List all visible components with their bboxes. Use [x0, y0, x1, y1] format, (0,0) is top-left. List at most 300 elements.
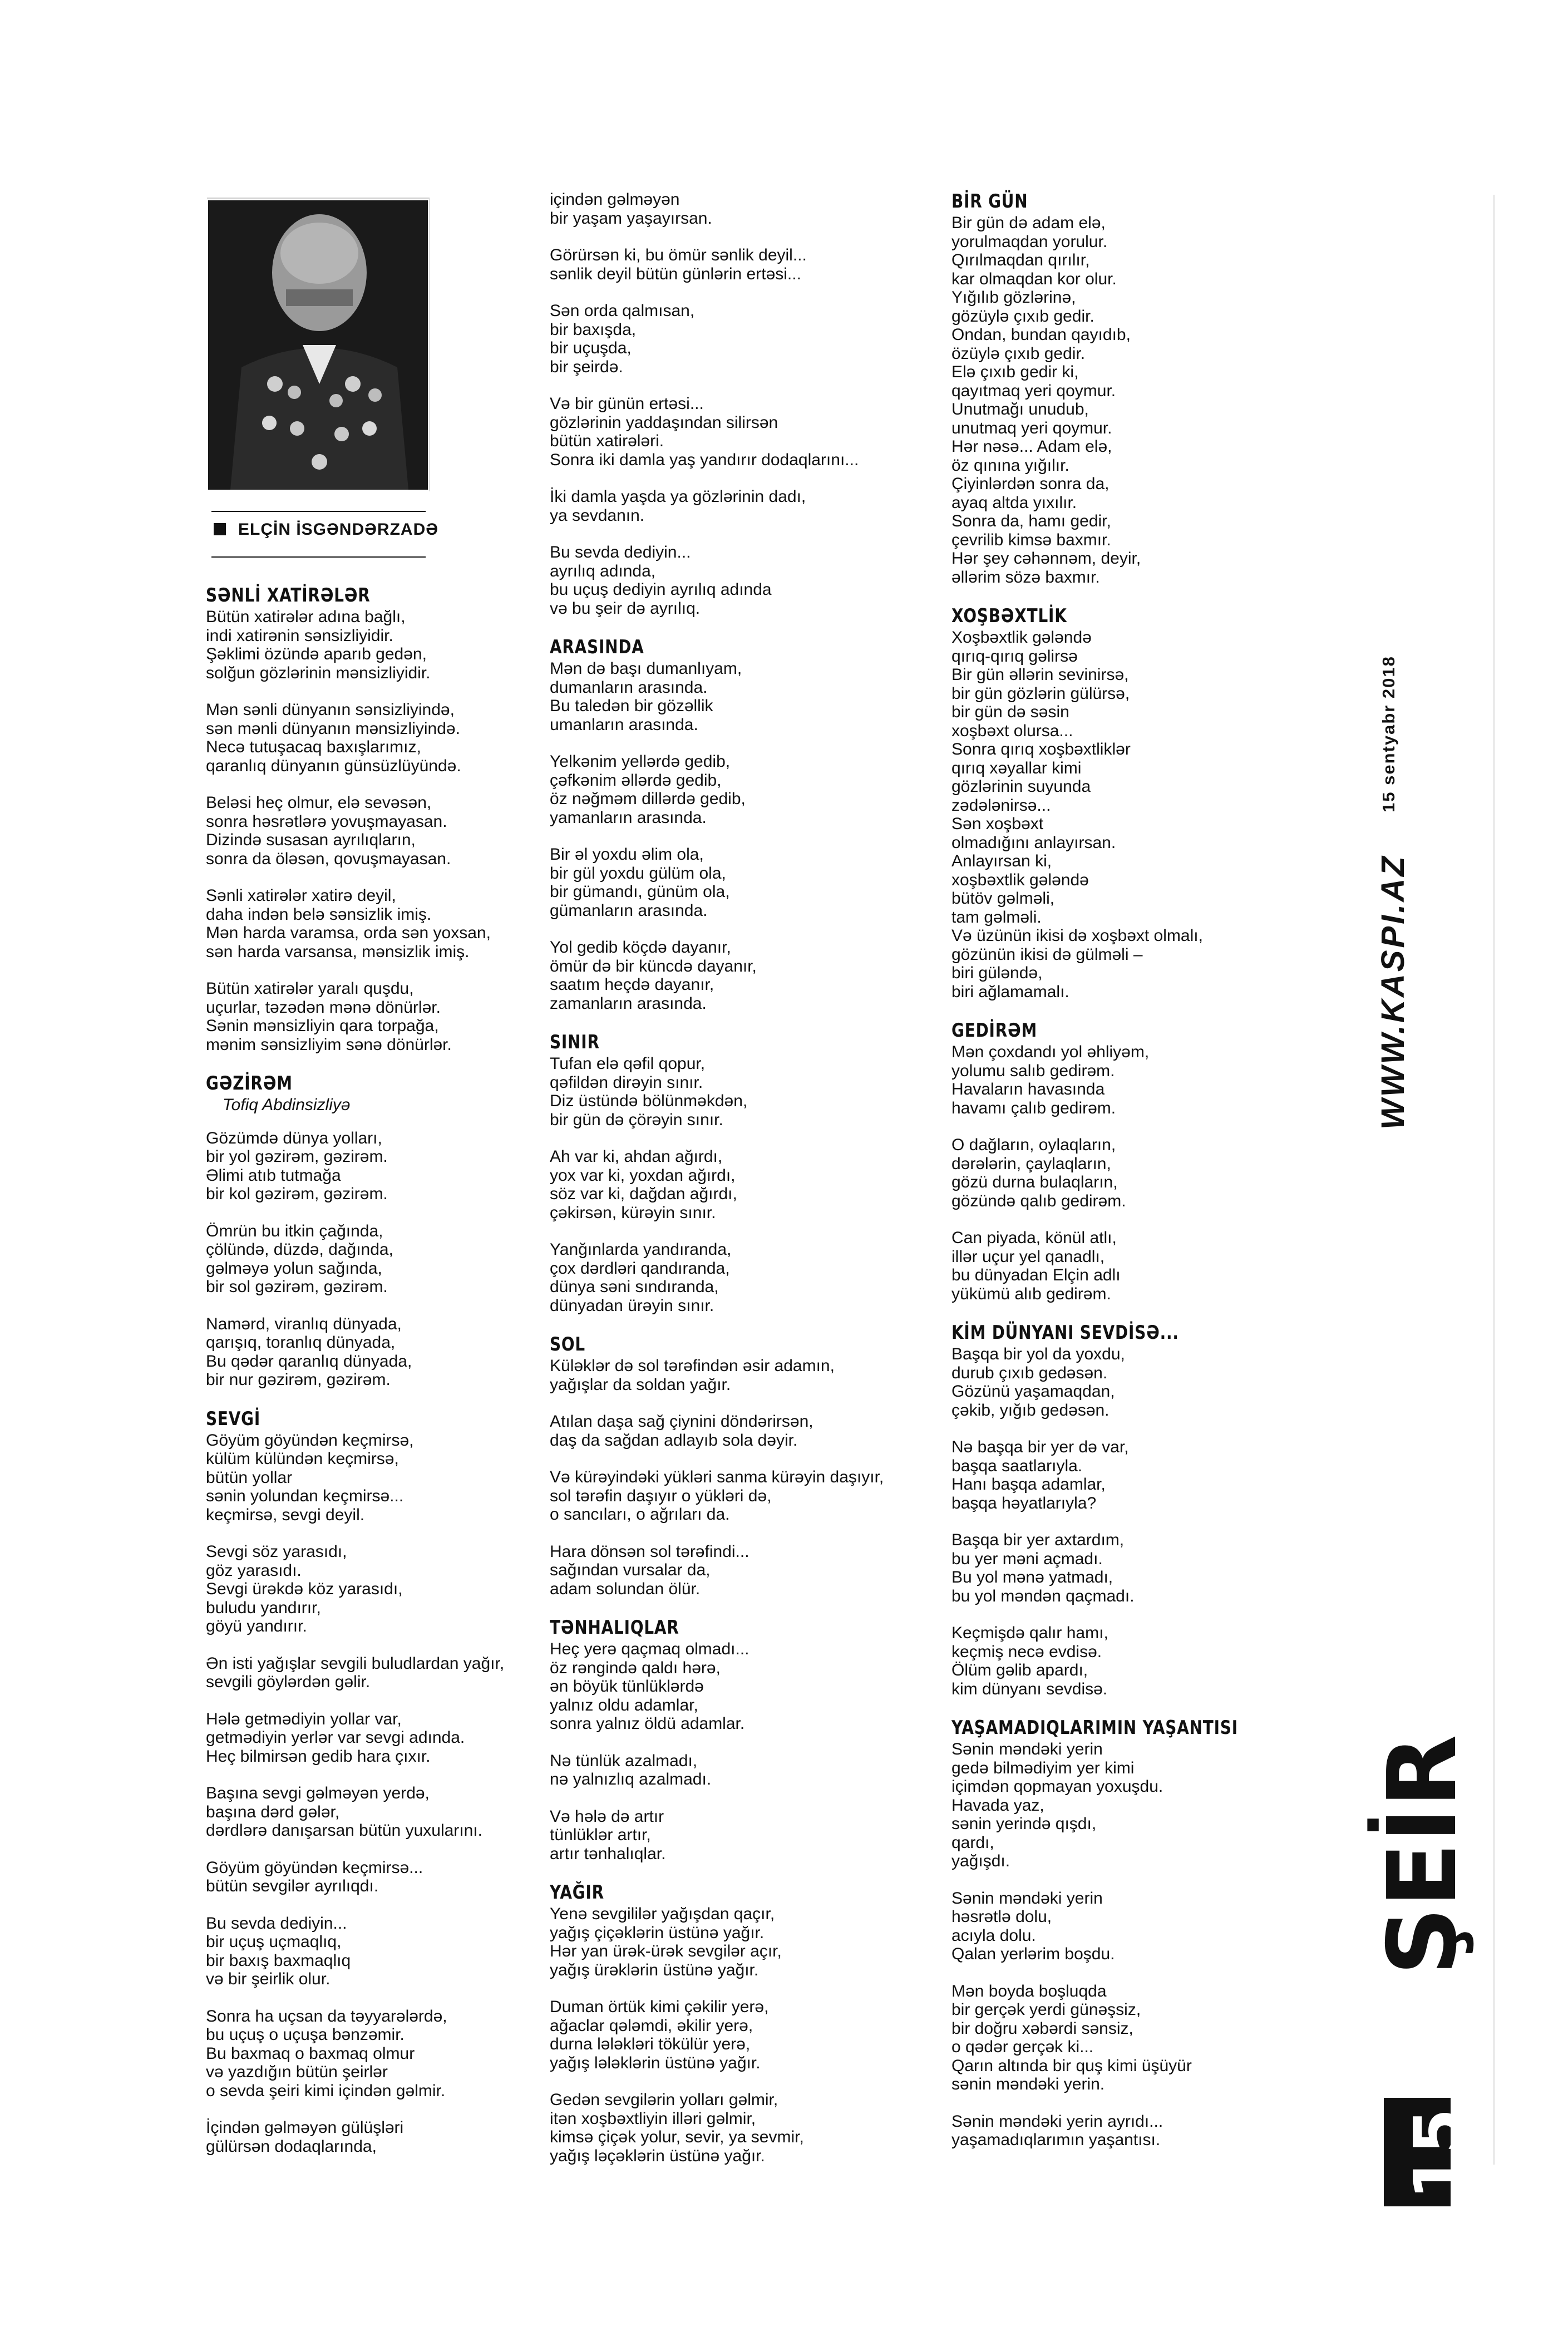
- verse-line: sevgili göylərdən gəlir.: [206, 1673, 371, 1691]
- verse-line: yağış çiçəklərin üstünə yağır.: [550, 1923, 765, 1942]
- stanza: [550, 190, 928, 228]
- stanza: [550, 1147, 928, 1222]
- verse-line: qırıq-qırıq gəlirsə: [951, 647, 1078, 666]
- verse-line: gözlərinin suyunda: [951, 777, 1091, 796]
- verse-line: Hər yan ürək-ürək sevgilər açır,: [550, 1942, 782, 1960]
- verse-line: sənlik deyil bütün günlərin ertəsi...: [550, 264, 801, 283]
- stanza: [550, 302, 928, 376]
- stanza: [550, 845, 928, 920]
- verse-line: Sənin məndəki yerin ayrıdı...: [951, 2112, 1163, 2131]
- verse-line: dərələrin, çaylaqların,: [951, 1154, 1111, 1173]
- verse-line: yağışdı.: [951, 1852, 1010, 1870]
- stanza: [550, 1905, 928, 1979]
- verse-line: Dizində susasan ayrılıqların,: [206, 831, 416, 849]
- verse-line: çölündə, düzdə, dağında,: [206, 1240, 393, 1259]
- verse-line: bir nur gəzirəm, gəzirəm.: [206, 1371, 391, 1389]
- verse-line: zədələnirsə...: [951, 796, 1051, 815]
- stanza: [550, 1640, 928, 1733]
- verse-line: Hara dönsən sol tərəfindi...: [550, 1542, 750, 1561]
- author-rule-top: [211, 511, 426, 512]
- verse-line: bütün sevgilər ayrılıqdı.: [206, 1877, 379, 1895]
- verse-line: gedə bilmədiyim yer kimi: [951, 1758, 1135, 1777]
- verse-line: dünyadan ürəyin sınır.: [550, 1296, 714, 1315]
- verse-line: başqa saatlarıyla.: [951, 1456, 1083, 1475]
- verse-line: artır tənhalıqlar.: [550, 1844, 666, 1863]
- verse-line: ağaclar qələmdi, əkilir yerə,: [550, 2016, 753, 2035]
- verse-line: Hər şey cəhənnəm, deyir,: [951, 549, 1141, 568]
- verse-line: gözünün ikisi də gülməli –: [951, 945, 1143, 964]
- verse-line: Küləklər də sol tərəfindən əsir adamın,: [550, 1357, 835, 1375]
- verse-line: başına dərd gələr,: [206, 1802, 340, 1821]
- verse-line: xoşbəxtlik gələndə: [951, 870, 1089, 889]
- verse-line: Çiyinlərdən sonra da,: [951, 475, 1110, 493]
- verse-line: zamanların arasında.: [550, 994, 707, 1013]
- verse-line: daş da sağdan adlayıb sola dəyir.: [550, 1431, 798, 1450]
- stanza: [550, 1542, 928, 1599]
- verse-line: bir gümandı, günüm ola,: [550, 883, 730, 901]
- stanza: [550, 543, 928, 618]
- stanza: [206, 1710, 551, 1766]
- stanza: [206, 1315, 551, 1389]
- verse-line: yorulmaqdan yorulur.: [951, 232, 1108, 251]
- stanza: [951, 1345, 1352, 1420]
- verse-line: Mən də başı dumanlıyam,: [550, 659, 742, 678]
- verse-line: sənin məndəki yerin.: [951, 2075, 1105, 2093]
- verse-line: bu uçuş dediyin ayrılıq adında: [550, 580, 772, 599]
- verse-line: sən harda varsansa, mənsizlik imiş.: [206, 942, 470, 961]
- verse-line: kar olmaqdan kor olur.: [951, 269, 1117, 288]
- verse-line: Yelkənim yellərdə gedib,: [550, 752, 731, 771]
- verse-line: buludu yandırır,: [206, 1598, 321, 1617]
- verse-line: Bu sevda dediyin...: [206, 1914, 347, 1933]
- verse-line: Ondan, bundan qayıdıb,: [951, 326, 1131, 344]
- author-name-text: ELÇİN İSGƏNDƏRZADƏ: [238, 520, 439, 539]
- verse-line: Yanğınlarda yandıranda,: [550, 1240, 732, 1259]
- poem: [550, 1881, 928, 2165]
- verse-line: dərdlərə danışarsan bütün yuxularını.: [206, 1821, 482, 1840]
- verse-line: qardı,: [951, 1833, 994, 1852]
- verse-line: Sevgi söz yarasıdı,: [206, 1542, 347, 1561]
- poem-title: SEVGİ: [206, 1407, 261, 1430]
- stanza: [951, 214, 1352, 587]
- stanza: [206, 2118, 551, 2156]
- stanza: [206, 886, 551, 961]
- verse-line: Və kürəyindəki yükləri sanma kürəyin daşıyır,: [550, 1468, 884, 1486]
- verse-line: bir gün də çörəyin sınır.: [550, 1110, 723, 1129]
- verse-line: və bu şeir də ayrılıq.: [550, 599, 701, 618]
- verse-line: unutmaq yeri qoymur.: [951, 418, 1112, 437]
- stanza: [550, 1240, 928, 1315]
- verse-line: sağından vursalar da,: [550, 1561, 711, 1579]
- stanza: [550, 938, 928, 1013]
- verse-line: Bir gün əllərin sevinirsə,: [951, 666, 1129, 684]
- poem-title: YAŞAMADIQLARIMIN YAŞANTISI: [951, 1717, 1238, 1739]
- verse-line: yükümü alıb gedirəm.: [951, 1284, 1111, 1303]
- verse-line: yağışlar da soldan yağır.: [550, 1375, 731, 1394]
- stanza: [550, 1998, 928, 2072]
- verse-line: olmadığını anlayırsan.: [951, 833, 1116, 852]
- verse-line: illər uçur yel qanadlı,: [951, 1247, 1105, 1266]
- verse-line: indi xatirənin sənsizliyidir.: [206, 626, 393, 645]
- poem-title: GƏZİRƏM: [206, 1072, 293, 1095]
- verse-line: Elə çıxıb gedir ki,: [951, 363, 1079, 381]
- poem: [550, 190, 928, 618]
- verse-line: öz nəğməm dillərdə gedib,: [550, 790, 746, 808]
- verse-line: Mən sənli dünyanın sənsizliyində,: [206, 701, 455, 719]
- verse-line: yalnız oldu adamlar,: [550, 1696, 698, 1714]
- verse-line: dumanların arasında.: [550, 678, 708, 697]
- verse-line: bir gün gözlərin gülürsə,: [951, 684, 1130, 703]
- verse-line: bu dünyadan Elçin adlı: [951, 1266, 1121, 1284]
- verse-line: gözündə qalıb gedirəm.: [951, 1191, 1126, 1210]
- verse-line: göz yarasıdı.: [206, 1561, 302, 1580]
- verse-line: bütöv gəlməli,: [951, 889, 1055, 908]
- stanza: [206, 2007, 551, 2101]
- verse-line: öz qınına yığılır.: [951, 456, 1069, 475]
- verse-line: Xoşbəxtlik gələndə: [951, 628, 1092, 647]
- photo-frame-top: [207, 198, 430, 199]
- verse-line: sənin yolundan keçmirsə...: [206, 1487, 404, 1505]
- stanza: [550, 246, 928, 283]
- stanza: [206, 1914, 551, 1989]
- verse-line: içimdən qopmayan yoxuşdu.: [951, 1777, 1163, 1796]
- verse-line: bir baxışda,: [550, 320, 637, 339]
- verse-line: Heç yerə qaçmaq olmadı...: [550, 1640, 750, 1658]
- verse-line: Nə tünlük azalmadı,: [550, 1751, 698, 1770]
- verse-line: qəfildən dirəyin sınır.: [550, 1073, 703, 1092]
- verse-line: daha indən belə sənsizlik imiş.: [206, 905, 432, 924]
- poem-title: GEDİRƏM: [951, 1019, 1038, 1042]
- stanza: [206, 794, 551, 868]
- poem: [951, 605, 1352, 1001]
- verse-line: Diz üstündə bölünməkdən,: [550, 1092, 748, 1110]
- stanza: [206, 1542, 551, 1636]
- verse-line: sənin yerində qışdı,: [951, 1815, 1097, 1833]
- stanza: [951, 1624, 1352, 1698]
- verse-line: bir yol gəzirəm, gəzirəm.: [206, 1147, 388, 1166]
- verse-line: sonra həsrətlərə yovuşmayasan.: [206, 812, 447, 831]
- verse-line: uçurlar, təzədən mənə dönürlər.: [206, 998, 441, 1017]
- verse-line: Bu yol mənə yatmadı,: [951, 1568, 1113, 1586]
- poem: [550, 636, 928, 1013]
- verse-line: ayrılıq adında,: [550, 561, 656, 580]
- verse-line: Nə başqa bir yer də var,: [951, 1438, 1129, 1456]
- verse-line: Gedən sevgilərin yolları gəlmir,: [550, 2091, 778, 2109]
- poem: [951, 1019, 1352, 1303]
- verse-line: bir kol gəzirəm, gəzirəm.: [206, 1185, 388, 1203]
- verse-line: sən mənli dünyanın mənsizliyində.: [206, 719, 460, 738]
- verse-line: Bu baxmaq o baxmaq olmur: [206, 2044, 415, 2063]
- stanza: [206, 1431, 551, 1525]
- verse-line: Sonra iki damla yaş yandırır dodaqlarını...: [550, 450, 859, 469]
- verse-line: yağış ləçəklərin üstünə yağır.: [550, 2146, 765, 2165]
- verse-line: bu yer məni açmadı.: [951, 1549, 1103, 1568]
- verse-line: Duman örtük kimi çəkilir yerə,: [550, 1998, 769, 2016]
- stanza: [550, 1468, 928, 1524]
- verse-line: bir gün də səsin: [951, 703, 1069, 721]
- poem: [206, 584, 551, 1054]
- column-3: [951, 190, 1352, 2168]
- stanza: [206, 1859, 551, 1896]
- verse-line: Sonra da, hamı gedir,: [951, 512, 1111, 530]
- verse-line: bir şeirdə.: [550, 357, 623, 376]
- verse-line: göyü yandırır.: [206, 1617, 307, 1635]
- verse-line: qaranlıq dünyanın günsüzlüyündə.: [206, 756, 461, 775]
- verse-line: Bu taledən bir gözəllik: [550, 697, 713, 715]
- verse-line: ən böyük tünlüklərdə: [550, 1677, 704, 1696]
- verse-line: Mən harda varamsa, orda sən yoxsan,: [206, 924, 491, 942]
- verse-line: yamanların arasında.: [550, 808, 707, 827]
- verse-line: Qarın altında bir quş kimi üşüyür: [951, 2056, 1192, 2075]
- verse-line: Göyüm göyündən keçmirsə...: [206, 1858, 423, 1877]
- verse-line: bu yol məndən qaçmadı.: [951, 1586, 1135, 1605]
- verse-line: Və hələ də artır: [550, 1807, 664, 1826]
- verse-line: İki damla yaşda ya gözlərinin dadı,: [550, 487, 806, 506]
- verse-line: Ömrün bu itkin çağında,: [206, 1221, 383, 1240]
- verse-line: kimsə çiçək yolur, sevir, ya sevmir,: [550, 2128, 804, 2146]
- verse-line: Qırılmaqdan qırılır,: [951, 251, 1090, 269]
- stanza: [550, 1054, 928, 1129]
- verse-line: bütün yollar: [206, 1468, 293, 1487]
- verse-line: və yazdığın bütün şeirlər: [206, 2063, 388, 2081]
- stanza: [951, 1531, 1352, 1605]
- verse-line: külüm külündən keçmirsə,: [206, 1450, 399, 1468]
- verse-line: Atılan daşa sağ çiynini döndərirsən,: [550, 1412, 813, 1431]
- verse-line: gəlməyə yolun sağında,: [206, 1259, 382, 1278]
- verse-line: yox var ki, yoxdan ağırdı,: [550, 1166, 736, 1185]
- verse-line: Mən çoxdandı yol əhliyəm,: [951, 1043, 1150, 1061]
- verse-line: Beləsi heç olmur, elə sevəsən,: [206, 794, 432, 812]
- verse-line: nə yalnızlıq azalmadı.: [550, 1770, 712, 1788]
- verse-line: Gözünü yaşamaqdan,: [951, 1382, 1115, 1401]
- stanza: [206, 1222, 551, 1297]
- poem: [951, 1717, 1352, 2150]
- verse-line: biri güləndə,: [951, 964, 1043, 982]
- stanza: [951, 1136, 1352, 1210]
- stanza: [550, 487, 928, 525]
- verse-line: keçmiş necə evdisə.: [951, 1642, 1102, 1661]
- verse-line: solğun gözlərinin mənsizliyidir.: [206, 663, 431, 682]
- verse-line: kim dünyanı sevdisə.: [951, 1679, 1108, 1698]
- stanza: [951, 628, 1352, 1001]
- stanza: [951, 1740, 1352, 1871]
- poem-title: BİR GÜN: [951, 190, 1028, 213]
- verse-line: bir uçuşda,: [550, 339, 632, 357]
- stanza: [550, 1357, 928, 1394]
- verse-line: itən xoşbəxtliyin illəri gəlmir,: [550, 2109, 756, 2128]
- stanza: [550, 395, 928, 469]
- verse-line: öz rəngində qaldı hərə,: [550, 1658, 721, 1677]
- verse-line: Heç bilmirsən gedib hara çıxır.: [206, 1747, 431, 1766]
- verse-line: dünya səni sındıranda,: [550, 1278, 719, 1296]
- verse-line: Bütün xatirələr adına bağlı,: [206, 608, 406, 626]
- stanza: [206, 1784, 551, 1840]
- stanza: [550, 752, 928, 827]
- verse-line: Gözümdə dünya yolları,: [206, 1128, 382, 1147]
- verse-line: Başına sevgi gəlməyən yerdə,: [206, 1784, 430, 1802]
- verse-line: özüylə çıxıb gedir.: [951, 344, 1086, 363]
- verse-line: sonra da öləsən, qovuşmayasan.: [206, 849, 451, 868]
- stanza: [951, 1982, 1352, 2094]
- verse-line: ömür də bir küncdə dayanır,: [550, 957, 757, 975]
- column-2: [550, 190, 928, 2184]
- verse-line: qırıq xəyallar kimi: [951, 758, 1082, 777]
- verse-line: həsrətlə dolu,: [951, 1908, 1052, 1926]
- poem-title: XOŞBƏXTLİK: [951, 605, 1067, 627]
- verse-line: havamı çalıb gedirəm.: [951, 1098, 1116, 1117]
- verse-line: qarışıq, toranlıq dünyada,: [206, 1333, 396, 1352]
- verse-line: çəkib, yığıb gedəsən.: [951, 1401, 1110, 1420]
- verse-line: bir sol gəzirəm, gəzirəm.: [206, 1278, 388, 1296]
- verse-line: gözüylə çıxıb gedir.: [951, 307, 1094, 326]
- verse-line: gözlərinin yaddaşından silirsən: [550, 413, 778, 432]
- verse-line: Ölüm gəlib apardı,: [951, 1661, 1088, 1679]
- verse-line: tam gəlməli.: [951, 908, 1042, 926]
- poem-title: YAĞIR: [550, 1881, 604, 1904]
- verse-line: Görürsən ki, bu ömür sənlik deyil...: [550, 246, 807, 264]
- verse-line: durub çıxıb gedəsən.: [951, 1363, 1108, 1382]
- verse-line: Sən xoşbəxt: [951, 815, 1044, 833]
- poem-title: ARASINDA: [550, 636, 644, 658]
- poem-title: SOL: [550, 1333, 586, 1356]
- verse-line: getmədiyin yerlər var sevgi adında.: [206, 1728, 465, 1747]
- photo-frame-side: [429, 198, 430, 491]
- verse-line: Ah var ki, ahdan ağırdı,: [550, 1147, 723, 1166]
- verse-line: Əlimi atıb tutmağa: [206, 1166, 341, 1185]
- verse-line: Bir əl yoxdu əlim ola,: [550, 845, 704, 864]
- poem: [206, 1408, 551, 2156]
- verse-line: Necə tutuşacaq baxışlarımız,: [206, 738, 421, 756]
- verse-line: Sən orda qalmısan,: [550, 302, 695, 320]
- author-photo: [208, 200, 428, 490]
- verse-line: Havaların havasında: [951, 1080, 1105, 1098]
- stanza: [951, 1229, 1352, 1303]
- verse-line: çevrilib kimsə baxmır.: [951, 530, 1111, 549]
- margin-divider: [1493, 195, 1495, 2165]
- stanza: [550, 2091, 928, 2165]
- verse-line: başqa həyatlarıyla?: [951, 1494, 1097, 1512]
- poem: [206, 1072, 551, 1389]
- verse-line: biri ağlamamalı.: [951, 982, 1069, 1001]
- verse-line: Bu qədər qaranlıq dünyada,: [206, 1352, 412, 1371]
- verse-line: Namərd, viranlıq dünyada,: [206, 1314, 402, 1333]
- verse-line: Və bir günün ertəsi...: [550, 395, 704, 413]
- verse-line: Şəklimi özündə aparıb gedən,: [206, 645, 427, 663]
- verse-line: Bütün xatirələr yaralı quşdu,: [206, 979, 414, 998]
- verse-line: saatım heçdə dayanır,: [550, 975, 714, 994]
- verse-line: O dağların, oylaqların,: [951, 1136, 1116, 1154]
- verse-line: Hanı başqa adamlar,: [951, 1475, 1106, 1494]
- stanza: [206, 1129, 551, 1204]
- verse-line: Keçmişdə qalır hamı,: [951, 1624, 1108, 1642]
- page-number: 15: [1384, 2098, 1451, 2206]
- stanza: [206, 1654, 551, 1692]
- poem-title: TƏNHALIQLAR: [550, 1617, 679, 1639]
- verse-line: çəfkənim əllərdə gedib,: [550, 771, 722, 790]
- verse-line: ayaq altda yıxılır.: [951, 493, 1077, 512]
- verse-line: o sancıları, o ağrıları da.: [550, 1505, 730, 1524]
- poem: [550, 1333, 928, 1598]
- poem: [550, 1617, 928, 1863]
- verse-line: Sonra ha uçsan da təyyarələrdə,: [206, 2007, 447, 2025]
- verse-line: Sonra qırıq xoşbəxtliklər: [951, 740, 1131, 758]
- verse-line: yağış ürəklərin üstünə yağır.: [550, 1960, 759, 1979]
- verse-line: Anlayırsan ki,: [951, 852, 1052, 870]
- verse-line: söz var ki, dağdan ağırdı,: [550, 1185, 737, 1203]
- verse-line: Bu sevda dediyin...: [550, 543, 691, 561]
- verse-line: Başqa bir yol da yoxdu,: [951, 1345, 1125, 1363]
- author-name: [214, 520, 438, 539]
- verse-line: yolumu salıb gedirəm.: [951, 1061, 1115, 1080]
- verse-line: Və üzünün ikisi də xoşbəxt olmalı,: [951, 926, 1203, 945]
- verse-line: gümanların arasında.: [550, 901, 708, 920]
- stanza: [550, 1752, 928, 1789]
- verse-line: umanların arasında.: [550, 715, 698, 734]
- verse-line: Sənin məndəki yerin: [951, 1740, 1103, 1758]
- verse-line: çəkirsən, kürəyin sınır.: [550, 1203, 716, 1222]
- verse-line: Unutmağı unudub,: [951, 400, 1089, 418]
- verse-line: Ən isti yağışlar sevgili buludlardan yağır,: [206, 1654, 505, 1673]
- stanza: [206, 979, 551, 1054]
- verse-line: bir gerçək yerdi günəşsiz,: [951, 2000, 1141, 2019]
- verse-line: Yığılıb gözlərinə,: [951, 288, 1076, 307]
- verse-line: bir yaşam yaşayırsan.: [550, 209, 712, 228]
- verse-line: bütün xatirələri.: [550, 432, 664, 450]
- verse-line: Mən boyda boşluqda: [951, 1982, 1107, 2000]
- verse-line: yaşamadıqlarımın yaşantısı.: [951, 2131, 1161, 2149]
- stanza: [951, 1889, 1352, 1964]
- verse-line: adam solundan ölür.: [550, 1579, 701, 1598]
- verse-line: Bir gün də adam elə,: [951, 214, 1106, 232]
- verse-line: çox dərdləri qandıranda,: [550, 1259, 730, 1278]
- verse-line: sonra yalnız öldü adamlar.: [550, 1714, 745, 1733]
- verse-line: və bir şeirlik olur.: [206, 1970, 331, 1988]
- verse-line: ya sevdanın.: [550, 506, 645, 525]
- verse-line: yağış lələklərin üstünə yağır.: [550, 2053, 761, 2072]
- stanza: [550, 659, 928, 734]
- stanza: [206, 608, 551, 682]
- poem-dedication: Tofiq Abdinsizliyə: [223, 1096, 351, 1114]
- stanza: [951, 1043, 1352, 1117]
- verse-line: Sənin mənsizliyin qara torpağa,: [206, 1017, 439, 1035]
- author-rule-bottom: [211, 556, 426, 558]
- verse-line: Yenə sevgililər yağışdan qaçır,: [550, 1905, 775, 1923]
- verse-line: Başqa bir yer axtardım,: [951, 1531, 1125, 1549]
- verse-line: Can piyada, könül atlı,: [951, 1229, 1117, 1247]
- verse-line: Göyüm göyündən keçmirsə,: [206, 1431, 414, 1450]
- verse-line: əllərim sözə baxmır.: [951, 568, 1100, 587]
- verse-line: Sənli xatirələr xatirə deyil,: [206, 886, 396, 905]
- verse-line: Hər nəsə... Adam elə,: [951, 437, 1112, 456]
- poem-title: KİM DÜNYANI SEVDİSƏ...: [951, 1322, 1179, 1344]
- poem: [951, 1322, 1352, 1698]
- stanza: [550, 1807, 928, 1864]
- verse-line: bir gül yoxdu gülüm ola,: [550, 864, 726, 883]
- stanza: [206, 701, 551, 775]
- verse-line: bir uçuş uçmaqlıq,: [206, 1933, 342, 1951]
- verse-line: Yol gedib köçdə dayanır,: [550, 938, 731, 957]
- verse-line: bir baxış baxmaqlıq: [206, 1951, 351, 1970]
- verse-line: bu uçuş o uçuşa bənzəmir.: [206, 2025, 405, 2044]
- verse-line: durna lələkləri tökülür yerə,: [550, 2035, 751, 2053]
- verse-line: Sənin məndəki yerin: [951, 1889, 1103, 1908]
- verse-line: mənim sənsizliyim sənə dönürlər.: [206, 1035, 452, 1054]
- verse-line: tünlüklər artır,: [550, 1826, 651, 1844]
- verse-line: gülürsən dodaqlarında,: [206, 2137, 377, 2156]
- stanza: [951, 2112, 1352, 2150]
- verse-line: o qədər gerçək ki...: [951, 2038, 1094, 2056]
- poem-title: SƏNLİ XATİRƏLƏR: [206, 584, 371, 607]
